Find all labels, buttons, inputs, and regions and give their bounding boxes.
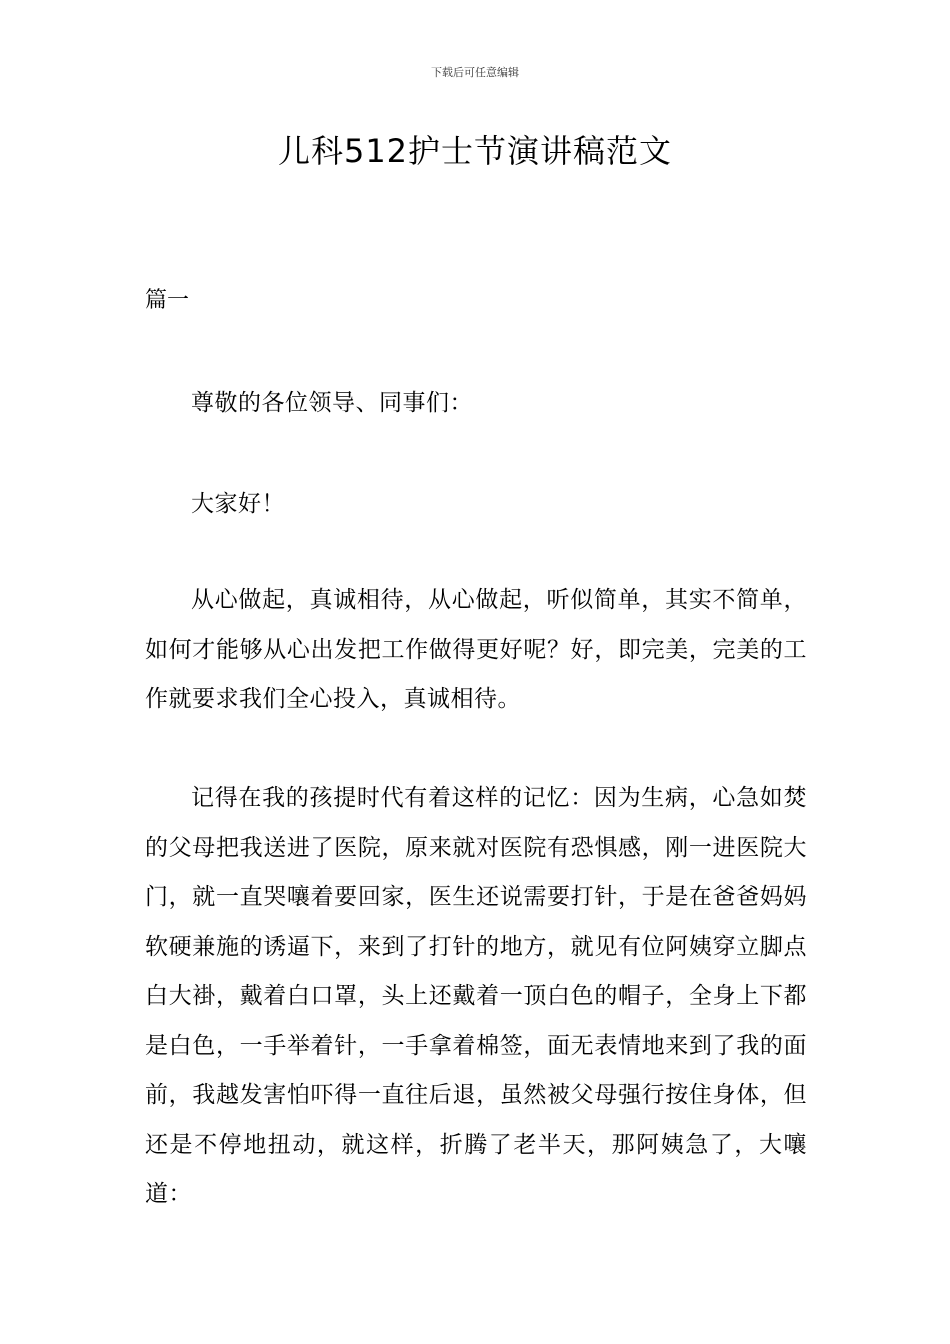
greeting-paragraph: 尊敬的各位领导、同事们： (191, 390, 473, 416)
body-paragraph-1: 从心做起，真诚相待，从心做起，听似简单，其实不简单，如何才能够从心出发把工作做得更好呢？好，即完美，完美的工作就要求我们全心投入，真诚相待。 (145, 587, 807, 712)
header-note: 下载后可任意编辑 (431, 66, 519, 79)
document-title: 儿科512护士节演讲稿范文 (277, 132, 673, 170)
body-paragraph-2: 记得在我的孩提时代有着这样的记忆：因为生病，心急如焚的父母把我送进了医院，原来就对医院有恐惧感，刚一进医院大门，就一直哭嚷着要回家，医生还说需要打针，于是在爸爸妈妈软硬兼施的诱逼下，来到了打针的地方，就见有位阿姨穿立脚点白大褂，戴着白口罩，头上还戴着一顶白色的帽子，全身上下都是白色，一手举着针，一手拿着棉签，面无表情地来到了我的面前，我越发害怕吓得一直往后退，虽然被父母强行按住身体，但还是不停地扭动，就这样，折腾了老半天，那阿姨急了，大嚷道： (145, 785, 807, 1207)
section-label: 篇一 (145, 288, 190, 313)
hello-paragraph: 大家好！ (191, 491, 285, 517)
